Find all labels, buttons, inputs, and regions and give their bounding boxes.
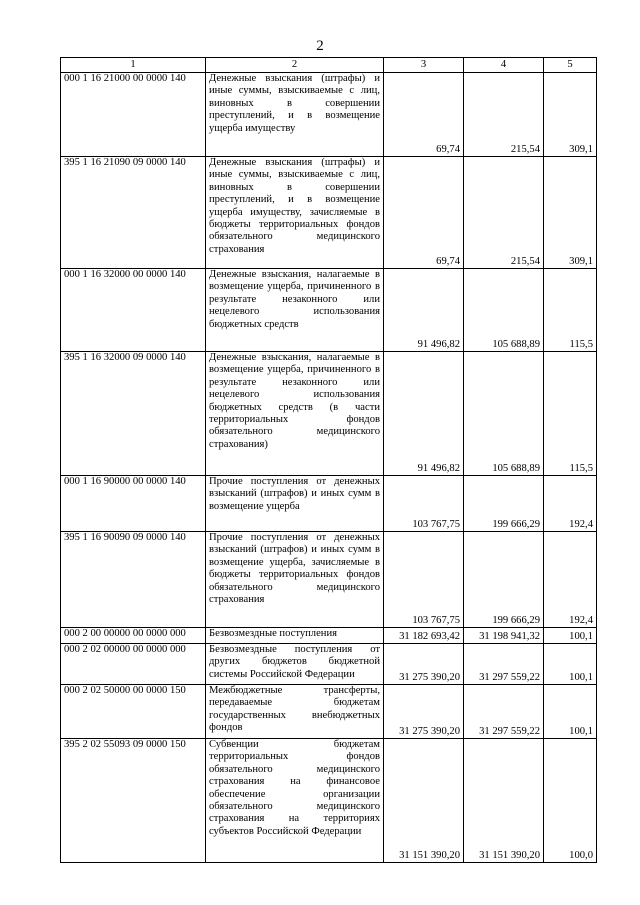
budget-code: 395 1 16 90090 09 0000 140 (61, 532, 206, 628)
income-name: Субвенции бюджетам территориальных фондов обязательного медицинского страхования на финансовое обеспечение организации обязательного медицинского страхования на территориях субъектов Российской Федерации (206, 739, 384, 863)
value-col4: 31 297 559,22 (464, 685, 544, 739)
column-header: 1 (61, 58, 206, 73)
income-name: Прочие поступления от денежных взысканий (штрафов) и иных сумм в возмещение ущерба, зачисляемые в бюджеты территориальных фондов обязательного медицинского страхования (206, 532, 384, 628)
value-col4: 199 666,29 (464, 476, 544, 532)
value-col4: 215,54 (464, 157, 544, 269)
value-col3: 31 275 390,20 (384, 644, 464, 685)
value-col5: 100,0 (544, 739, 597, 863)
value-col3: 103 767,75 (384, 532, 464, 628)
table-row (61, 628, 597, 644)
column-header: 2 (206, 58, 384, 73)
page-number: 2 (316, 38, 324, 54)
table-row (61, 739, 597, 863)
income-name: Денежные взыскания, налагаемые в возмещение ущерба, причиненного в результате незаконного или нецелевого использования бюджетных средств (206, 269, 384, 352)
column-header: 4 (464, 58, 544, 73)
value-col3: 31 151 390,20 (384, 739, 464, 863)
value-col3: 31 182 693,42 (384, 628, 464, 644)
header-row (61, 58, 597, 73)
value-col5: 100,1 (544, 644, 597, 685)
budget-code: 395 2 02 55093 09 0000 150 (61, 739, 206, 863)
value-col5: 309,1 (544, 157, 597, 269)
value-col5: 309,1 (544, 73, 597, 157)
value-col3: 91 496,82 (384, 269, 464, 352)
value-col4: 105 688,89 (464, 352, 544, 476)
table-row (61, 352, 597, 476)
income-name: Денежные взыскания (штрафы) и иные суммы, взыскиваемые с лиц, виновных в совершении преступлений, и в возмещение ущерба имуществу (206, 73, 384, 157)
table-row (61, 73, 597, 157)
budget-code: 000 1 16 90000 00 0000 140 (61, 476, 206, 532)
income-name: Денежные взыскания, налагаемые в возмещение ущерба, причиненного в результате незаконного или нецелевого использования бюджетных средств (в части территориальных фондов обязательного медицинского страхования) (206, 352, 384, 476)
value-col3: 69,74 (384, 73, 464, 157)
budget-code: 000 1 16 21000 00 0000 140 (61, 73, 206, 157)
income-name: Безвозмездные поступления от других бюджетов бюджетной системы Российской Федерации (206, 644, 384, 685)
value-col5: 100,1 (544, 685, 597, 739)
budget-code: 000 2 02 50000 00 0000 150 (61, 685, 206, 739)
budget-code: 000 1 16 32000 00 0000 140 (61, 269, 206, 352)
income-name: Межбюджетные трансферты, передаваемые бюджетам государственных внебюджетных фондов (206, 685, 384, 739)
budget-table (60, 57, 597, 863)
budget-code: 395 1 16 32000 09 0000 140 (61, 352, 206, 476)
value-col5: 115,5 (544, 269, 597, 352)
value-col3: 69,74 (384, 157, 464, 269)
table-row (61, 157, 597, 269)
value-col3: 31 275 390,20 (384, 685, 464, 739)
income-name: Безвозмездные поступления (206, 628, 384, 644)
value-col5: 100,1 (544, 628, 597, 644)
table-row (61, 685, 597, 739)
value-col4: 215,54 (464, 73, 544, 157)
value-col3: 91 496,82 (384, 352, 464, 476)
budget-code: 000 2 02 00000 00 0000 000 (61, 644, 206, 685)
value-col3: 103 767,75 (384, 476, 464, 532)
table-row (61, 644, 597, 685)
column-header: 5 (544, 58, 597, 73)
value-col4: 31 198 941,32 (464, 628, 544, 644)
value-col4: 105 688,89 (464, 269, 544, 352)
budget-code: 395 1 16 21090 09 0000 140 (61, 157, 206, 269)
value-col5: 115,5 (544, 352, 597, 476)
table-row (61, 532, 597, 628)
value-col4: 199 666,29 (464, 532, 544, 628)
value-col5: 192,4 (544, 476, 597, 532)
value-col5: 192,4 (544, 532, 597, 628)
value-col4: 31 297 559,22 (464, 644, 544, 685)
budget-code: 000 2 00 00000 00 0000 000 (61, 628, 206, 644)
column-header: 3 (384, 58, 464, 73)
value-col4: 31 151 390,20 (464, 739, 544, 863)
table-row (61, 476, 597, 532)
table-row (61, 269, 597, 352)
income-name: Прочие поступления от денежных взысканий (штрафов) и иных сумм в возмещение ущерба (206, 476, 384, 532)
income-name: Денежные взыскания (штрафы) и иные суммы, взыскиваемые с лиц, виновных в совершении преступлений, и в возмещение ущерба имуществу, зачисляемые в бюджеты территориальных фондов обязательного медицинского страхования (206, 157, 384, 269)
